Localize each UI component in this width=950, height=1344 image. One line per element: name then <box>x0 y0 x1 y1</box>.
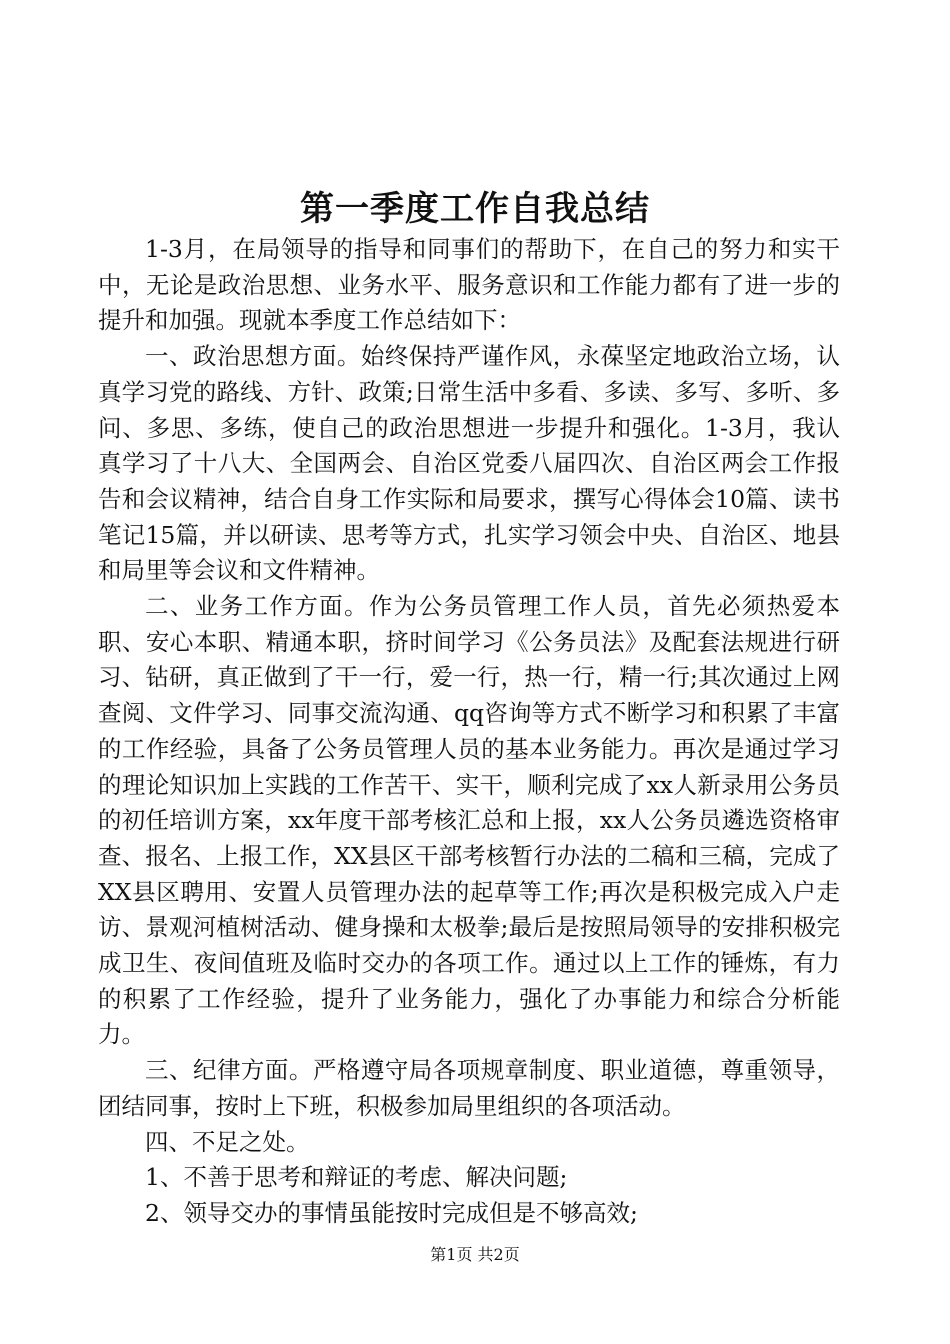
paragraph-intro: 1-3月，在局领导的指导和同事们的帮助下，在自己的努力和实干中，无论是政治思想、业务水平、服务意识和工作能力都有了进一步的提升和加强。现就本季度工作总结如下： <box>98 235 840 335</box>
paragraph-shortcoming-2: 2、领导交办的事情虽能按时完成但是不够高效; <box>145 1198 638 1227</box>
paragraph-discipline: 三、纪律方面。严格遵守局各项规章制度、职业道德，尊重领导，团结同事，按时上下班，积极参加局里组织的各项活动。 <box>98 1056 840 1120</box>
document-body <box>98 232 840 1232</box>
page-number-footer: 第1页 共2页 <box>430 1245 520 1264</box>
paragraph-business: 二、业务工作方面。作为公务员管理工作人员，首先必须热爱本职、安心本职、精通本职，挤时间学习《公务员法》及配套法规进行研习、钻研，真正做到了干一行，爱一行，热一行，精一行;其次通过上网查阅、文件学习、同事交流沟通、qq咨询等方式不断学习和积累了丰富的工作经验，具备了公务员管理人员的基本业务能力。再次是通过学习的理论知识加上实践的工作苦干、实干，顺利完成了xx人新录用公务员的初任培训方案，xx年度干部考核汇总和上报，xx人公务员遴选资格审查、报名、上报工作，XX县区干部考核暂行办法的二稿和三稿，完成了XX县区聘用、安置人员管理办法的起草等工作;再次是积极完成入户走访、景观河植树活动、健身操和太极拳;最后是按照局领导的安排积极完成卫生、夜间值班及临时交办的各项工作。通过以上工作的锤炼，有力的积累了工作经验，提升了业务能力，强化了办事能力和综合分析能力。 <box>98 592 840 1049</box>
paragraph-shortcomings-heading: 四、不足之处。 <box>145 1127 310 1156</box>
paragraph-shortcoming-1: 1、不善于思考和辩证的考虑、解决问题; <box>145 1163 568 1192</box>
paragraph-political: 一、政治思想方面。始终保持严谨作风，永葆坚定地政治立场，认真学习党的路线、方针、政策;日常生活中多看、多读、多写、多听、多问、多思、多练，使自己的政治思想进一步提升和强化。1-3月，我认真学习了十八大、全国两会、自治区党委八届四次、自治区两会工作报告和会议精神，结合自身工作实际和局要求，撰写心得体会10篇、读书笔记15篇，并以研读、思考等方式，扎实学习领会中央、自治区、地县和局里等会议和文件精神。 <box>98 342 840 585</box>
page-title: 第一季度工作自我总结 <box>300 189 650 229</box>
